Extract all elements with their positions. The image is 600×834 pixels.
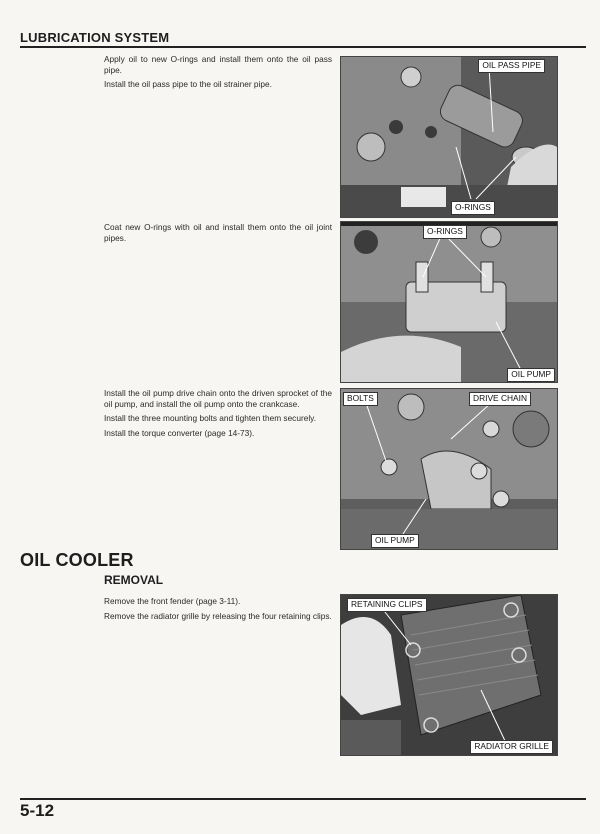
footer-divider xyxy=(20,798,586,800)
step-2-text xyxy=(104,222,332,247)
instruction-paragraph: Coat new O-rings with oil and install them onto the oil joint pipes. xyxy=(104,222,332,243)
instruction-paragraph: Remove the front fender (page 3-11). xyxy=(104,596,241,606)
oil-pass-pipe-illustration xyxy=(341,57,557,217)
header-divider xyxy=(20,46,586,48)
step-2-photo xyxy=(340,221,558,383)
step-1-photo xyxy=(340,56,558,218)
instruction-paragraph: Install the three mounting bolts and tighten them securely. xyxy=(104,413,316,424)
instruction-paragraph: Install the oil pass pipe to the oil strainer pipe. xyxy=(104,79,272,90)
step-3-text xyxy=(104,388,332,442)
callout-oil-pump: OIL PUMP xyxy=(507,368,555,382)
radiator-grille-photo xyxy=(340,594,558,756)
step-3-photo xyxy=(340,388,558,550)
instruction-paragraph: Install the torque converter (page 14-73). xyxy=(104,427,255,438)
section-title: OIL COOLER xyxy=(20,550,134,570)
callout-radiator-grille: RADIATOR GRILLE xyxy=(470,740,553,754)
section-header-title: LUBRICATION SYSTEM xyxy=(20,30,170,45)
radiator-grille-illustration xyxy=(341,595,557,755)
instruction-paragraph: Apply oil to new O-rings and install them onto the oil pass pipe. xyxy=(104,54,332,75)
removal-text xyxy=(104,596,332,625)
callout-o-rings: O-RINGS xyxy=(423,225,467,239)
callout-oil-pump: OIL PUMP xyxy=(371,534,419,548)
oil-joint-pipes-illustration xyxy=(341,222,557,382)
page-number: 5-12 xyxy=(20,801,55,820)
callout-o-rings: O-RINGS xyxy=(451,201,495,215)
callout-retaining-clips: RETAINING CLIPS xyxy=(347,598,427,612)
callout-drive-chain: DRIVE CHAIN xyxy=(469,392,531,406)
subsection-title: REMOVAL xyxy=(104,573,164,587)
step-1-text xyxy=(104,54,332,94)
callout-oil-pass-pipe: OIL PASS PIPE xyxy=(478,59,545,73)
instruction-paragraph: Remove the radiator grille by releasing the four retaining clips. xyxy=(104,610,332,621)
oil-pump-installation-illustration xyxy=(341,389,557,549)
callout-bolts: BOLTS xyxy=(343,392,378,406)
instruction-paragraph: Install the oil pump drive chain onto the driven sprocket of the oil pump, and install the oil pump onto the crankcase. xyxy=(104,388,332,409)
